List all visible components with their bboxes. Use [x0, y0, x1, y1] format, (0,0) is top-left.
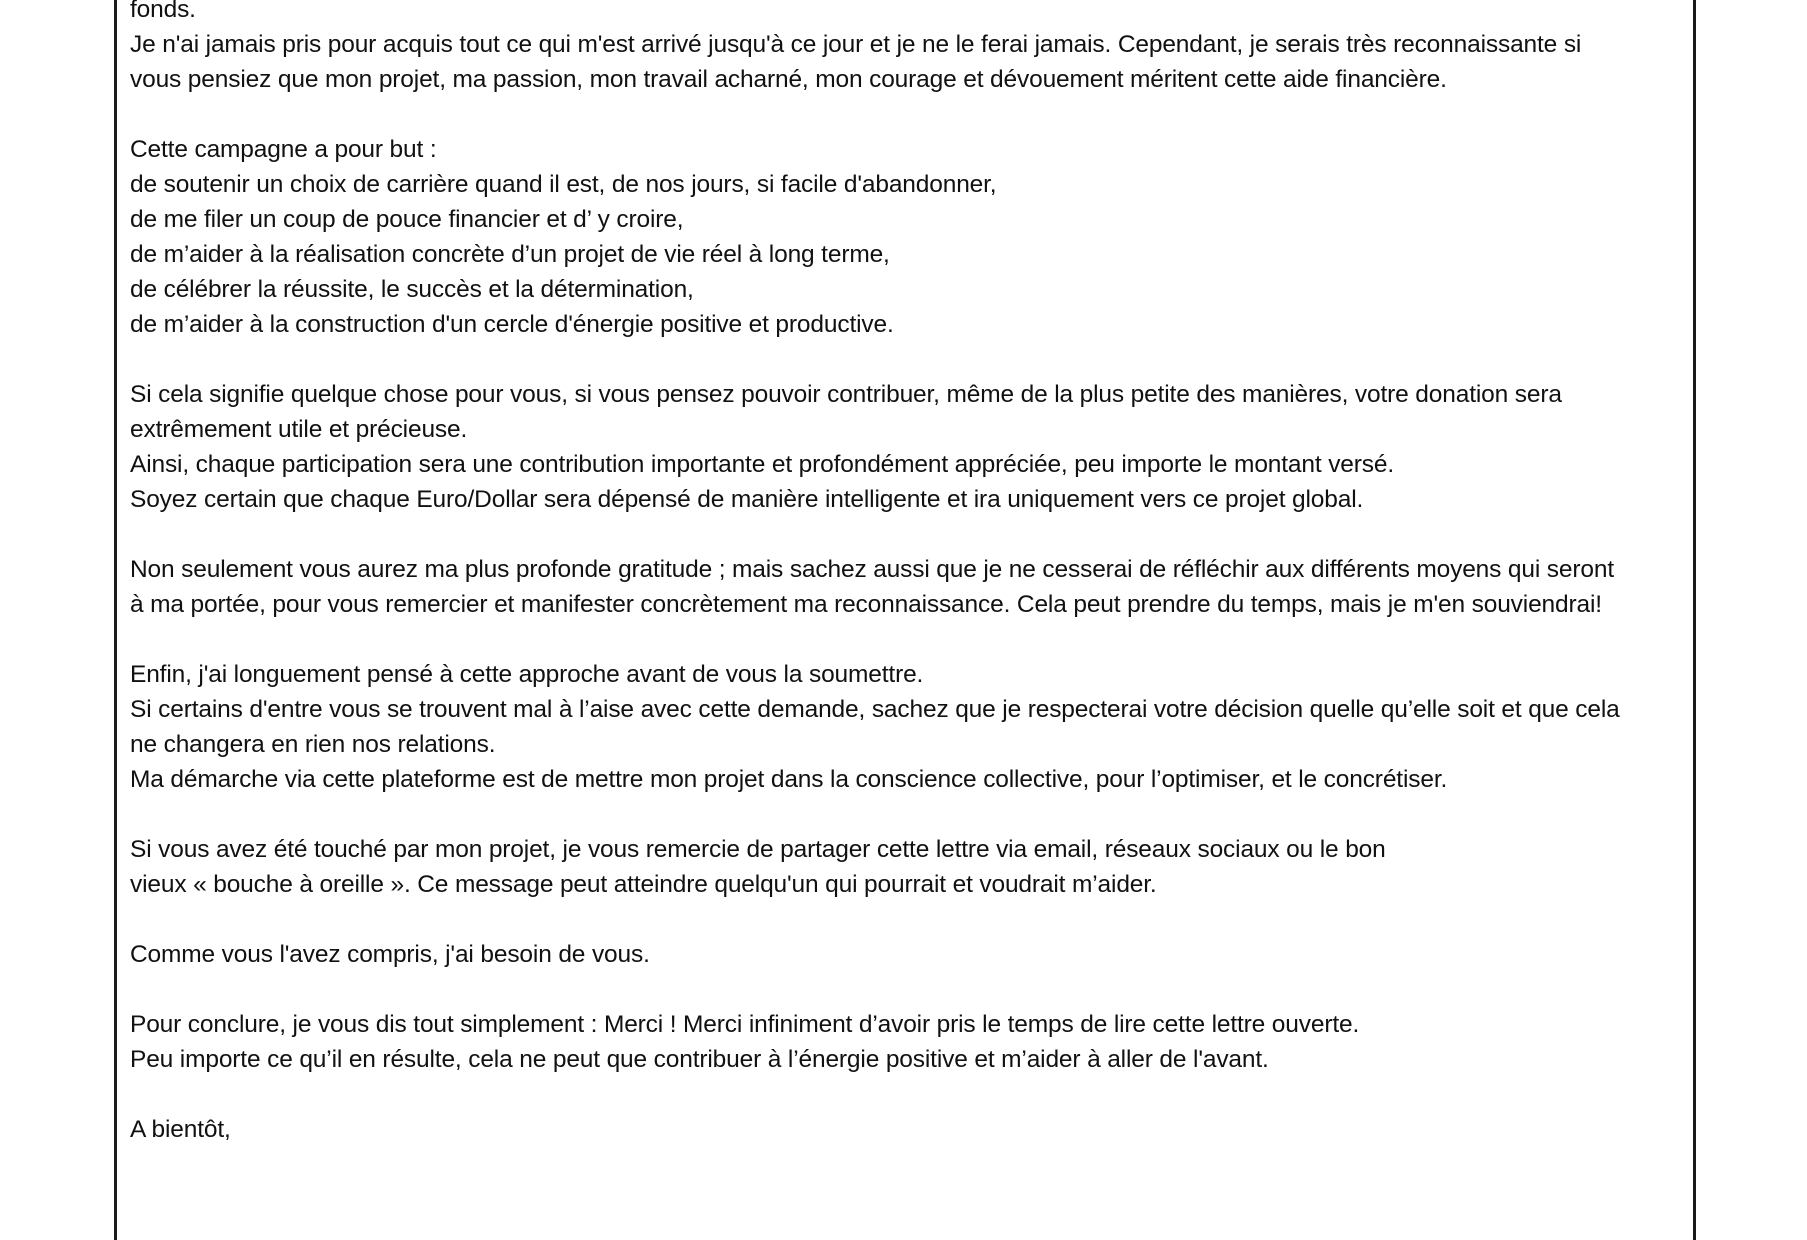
letter-line: de m’aider à la construction d'un cercle d'énergie positive et productive. — [130, 311, 894, 338]
paragraph-gap — [130, 972, 1680, 1007]
letter-line: de me filer un coup de pouce financier et d’ y croire, — [130, 206, 684, 233]
letter-line: Si vous avez été touché par mon projet, je vous remercie de partager cette lettre via email, réseaux sociaux ou le bon — [130, 836, 1386, 863]
letter-line: fonds. — [130, 0, 196, 23]
letter-line: Non seulement vous aurez ma plus profonde gratitude ; mais sachez aussi que je ne cesserai de réfléchir aux différents moyens qui seront — [130, 556, 1614, 583]
letter-line: extrêmement utile et précieuse. — [130, 416, 468, 443]
letter-line: vous pensiez que mon projet, ma passion, mon travail acharné, mon courage et dévouement méritent cette aide financière. — [130, 66, 1447, 93]
paragraph-gap — [130, 517, 1680, 552]
letter-line: Je n'ai jamais pris pour acquis tout ce qui m'est arrivé jusqu'à ce jour et je ne le ferai jamais. Cependant, je serais très reconnaissante si — [130, 31, 1582, 58]
letter-line: Si cela signifie quelque chose pour vous, si vous pensez pouvoir contribuer, même de la plus petite des manières, votre donation sera — [130, 381, 1562, 408]
letter-line: Pour conclure, je vous dis tout simplement : Merci ! Merci infiniment d’avoir pris le temps de lire cette lettre ouverte. — [130, 1011, 1360, 1038]
paragraph-gap — [130, 97, 1680, 132]
paragraph-gap — [130, 342, 1680, 377]
paragraph-gap — [130, 797, 1680, 832]
letter-line: Enfin, j'ai longuement pensé à cette approche avant de vous la soumettre. — [130, 661, 924, 688]
letter-line: Soyez certain que chaque Euro/Dollar sera dépensé de manière intelligente et ira uniquement vers ce projet global. — [130, 486, 1364, 513]
letter-line: Si certains d'entre vous se trouvent mal à l’aise avec cette demande, sachez que je respecterai votre décision quelle qu’elle soit et que cela — [130, 696, 1620, 723]
letter-line: Peu importe ce qu’il en résulte, cela ne peut que contribuer à l’énergie positive et m’aider à aller de l'avant. — [130, 1046, 1269, 1073]
letter-line: de soutenir un choix de carrière quand il est, de nos jours, si facile d'abandonner, — [130, 171, 997, 198]
paragraph-gap — [130, 902, 1680, 937]
letter-line: à ma portée, pour vous remercier et manifester concrètement ma reconnaissance. Cela peut prendre du temps, mais je m'en souviendrai! — [130, 591, 1602, 618]
closing-line: A bientôt, — [130, 1116, 231, 1143]
letter-line: Comme vous l'avez compris, j'ai besoin de vous. — [130, 941, 650, 968]
letter-line: de célébrer la réussite, le succès et la détermination, — [130, 276, 694, 303]
paragraph-gap — [130, 622, 1680, 657]
letter-line: vieux « bouche à oreille ». Ce message peut atteindre quelqu'un qui pourrait et voudrait m’aider. — [130, 871, 1157, 898]
letter-line: de m’aider à la réalisation concrète d’un projet de vie réel à long terme, — [130, 241, 890, 268]
letter-line: Ma démarche via cette plateforme est de mettre mon projet dans la conscience collective, pour l’optimiser, et le concrétiser. — [130, 766, 1448, 793]
letter-line: ne changera en rien nos relations. — [130, 731, 496, 758]
letter-body — [130, 0, 1680, 1147]
letter-line: Ainsi, chaque participation sera une contribution importante et profondément appréciée, peu importe le montant versé. — [130, 451, 1395, 478]
letter-line: Cette campagne a pour but : — [130, 136, 437, 163]
paragraph-gap — [130, 1077, 1680, 1112]
